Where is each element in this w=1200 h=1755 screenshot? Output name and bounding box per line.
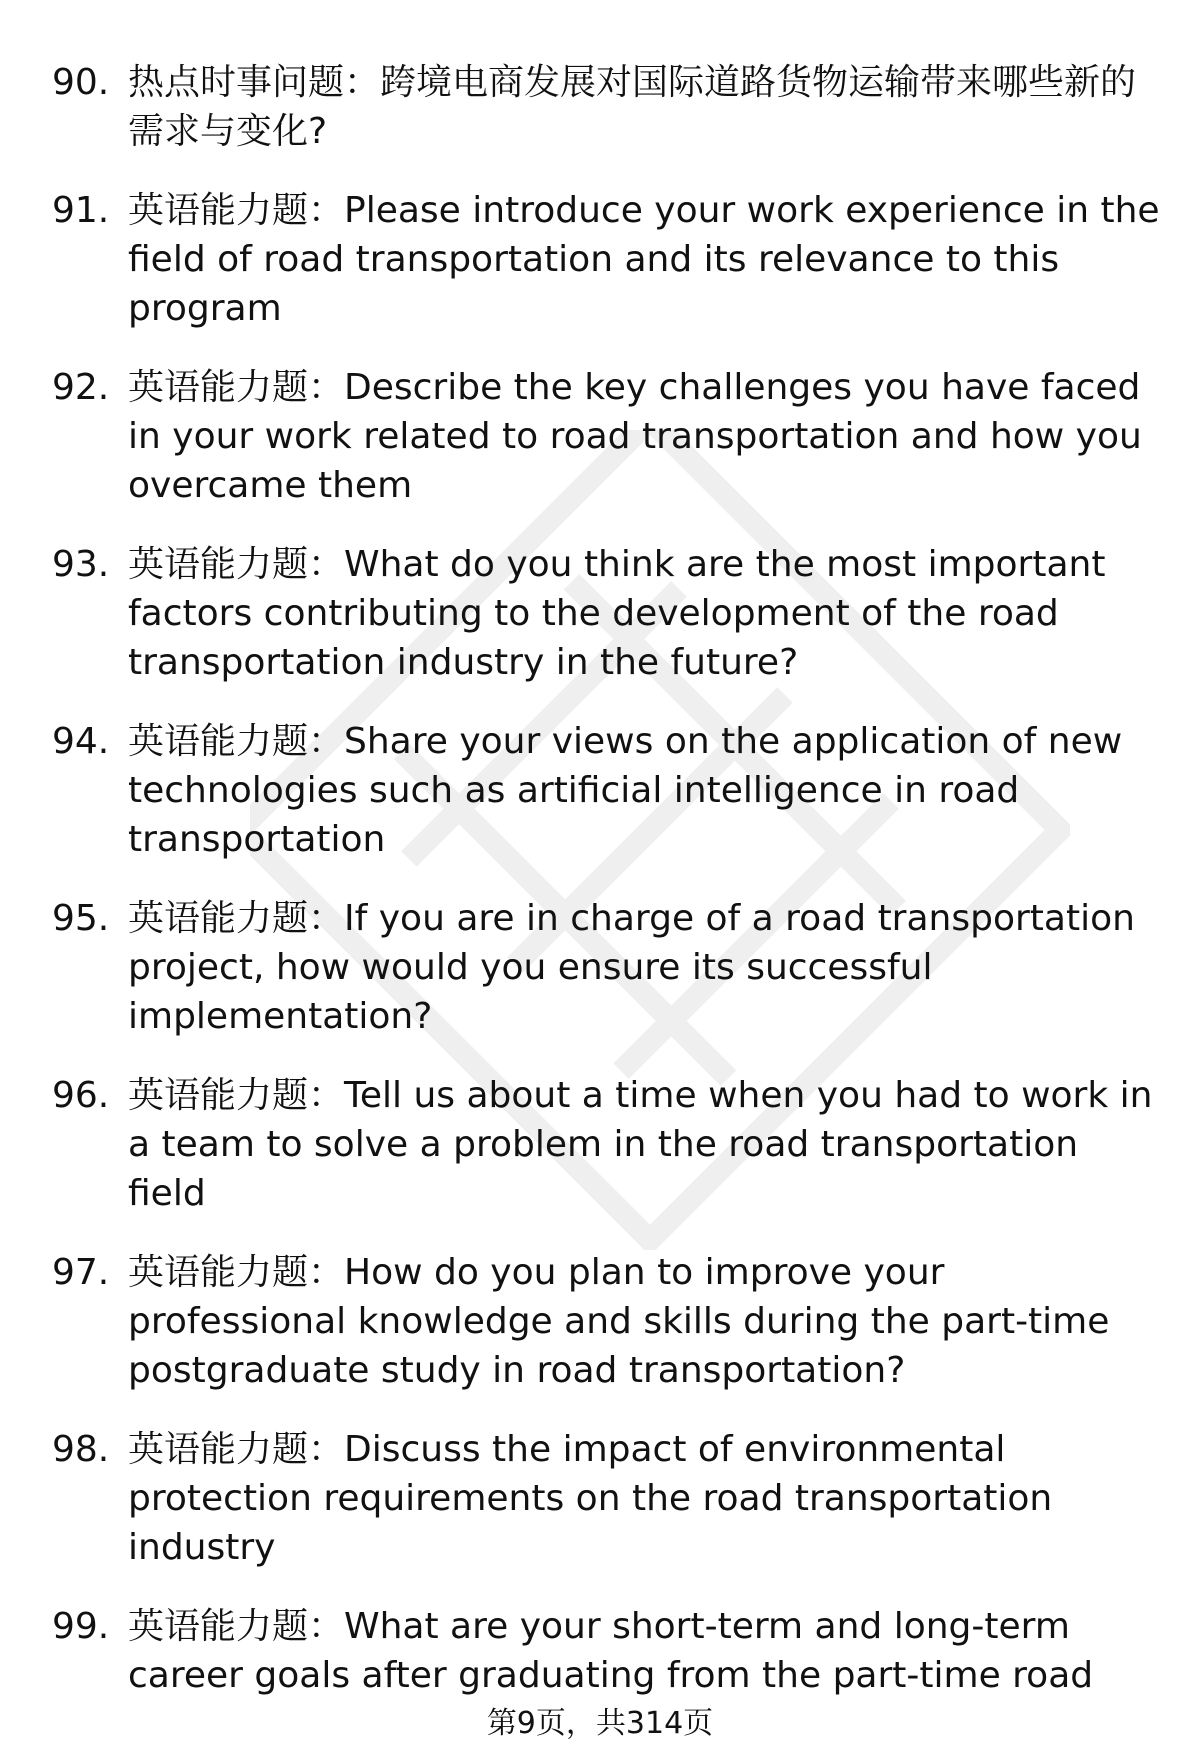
- question-number: 95.: [52, 898, 110, 939]
- question-list: [52, 58, 1162, 1730]
- question-text: 英语能力题：Describe the key challenges you have faced in your work related to road transportation and how you overcame them: [128, 367, 1142, 506]
- list-item: [52, 1071, 1162, 1218]
- list-item: [52, 1248, 1162, 1395]
- question-number: 98.: [52, 1429, 110, 1470]
- list-item: [52, 58, 1162, 156]
- question-text: 英语能力题：Please introduce your work experience in the field of road transportation and its relevance to this program: [128, 190, 1160, 329]
- question-text: 热点时事问题：跨境电商发展对国际道路货物运输带来哪些新的需求与变化?: [128, 62, 1137, 152]
- question-number: 93.: [52, 544, 110, 585]
- question-text: 英语能力题：If you are in charge of a road transportation project, how would you ensure its successful implementation?: [128, 898, 1135, 1037]
- question-text: 英语能力题：Tell us about a time when you had to work in a team to solve a problem in the road transportation field: [128, 1075, 1153, 1214]
- list-item: [52, 1602, 1162, 1700]
- question-number: 90.: [52, 62, 110, 103]
- list-item: [52, 186, 1162, 333]
- list-item: [52, 894, 1162, 1041]
- question-number: 92.: [52, 367, 110, 408]
- list-item: [52, 540, 1162, 687]
- list-item: [52, 717, 1162, 864]
- list-item: [52, 363, 1162, 510]
- question-text: 英语能力题：Discuss the impact of environmental protection requirements on the road transportation industry: [128, 1429, 1053, 1568]
- question-number: 96.: [52, 1075, 110, 1116]
- question-text: 英语能力题：What are your short-term and long-term career goals after graduating from the part-time road: [128, 1606, 1094, 1696]
- question-number: 99.: [52, 1606, 110, 1647]
- question-text: 英语能力题：What do you think are the most important factors contributing to the development of the road transportation industry in the future?: [128, 544, 1106, 683]
- page-number-label: 第9页，共314页: [486, 1706, 714, 1741]
- question-number: 91.: [52, 190, 110, 231]
- question-text: 英语能力题：Share your views on the application of new technologies such as artificial intelligence in road transportation: [128, 721, 1123, 860]
- list-item: [52, 1425, 1162, 1572]
- question-number: 97.: [52, 1252, 110, 1293]
- question-number: 94.: [52, 721, 110, 762]
- question-text: 英语能力题：How do you plan to improve your professional knowledge and skills during the part-time postgraduate study in road transportation?: [128, 1252, 1110, 1391]
- page-footer: [0, 1705, 1200, 1743]
